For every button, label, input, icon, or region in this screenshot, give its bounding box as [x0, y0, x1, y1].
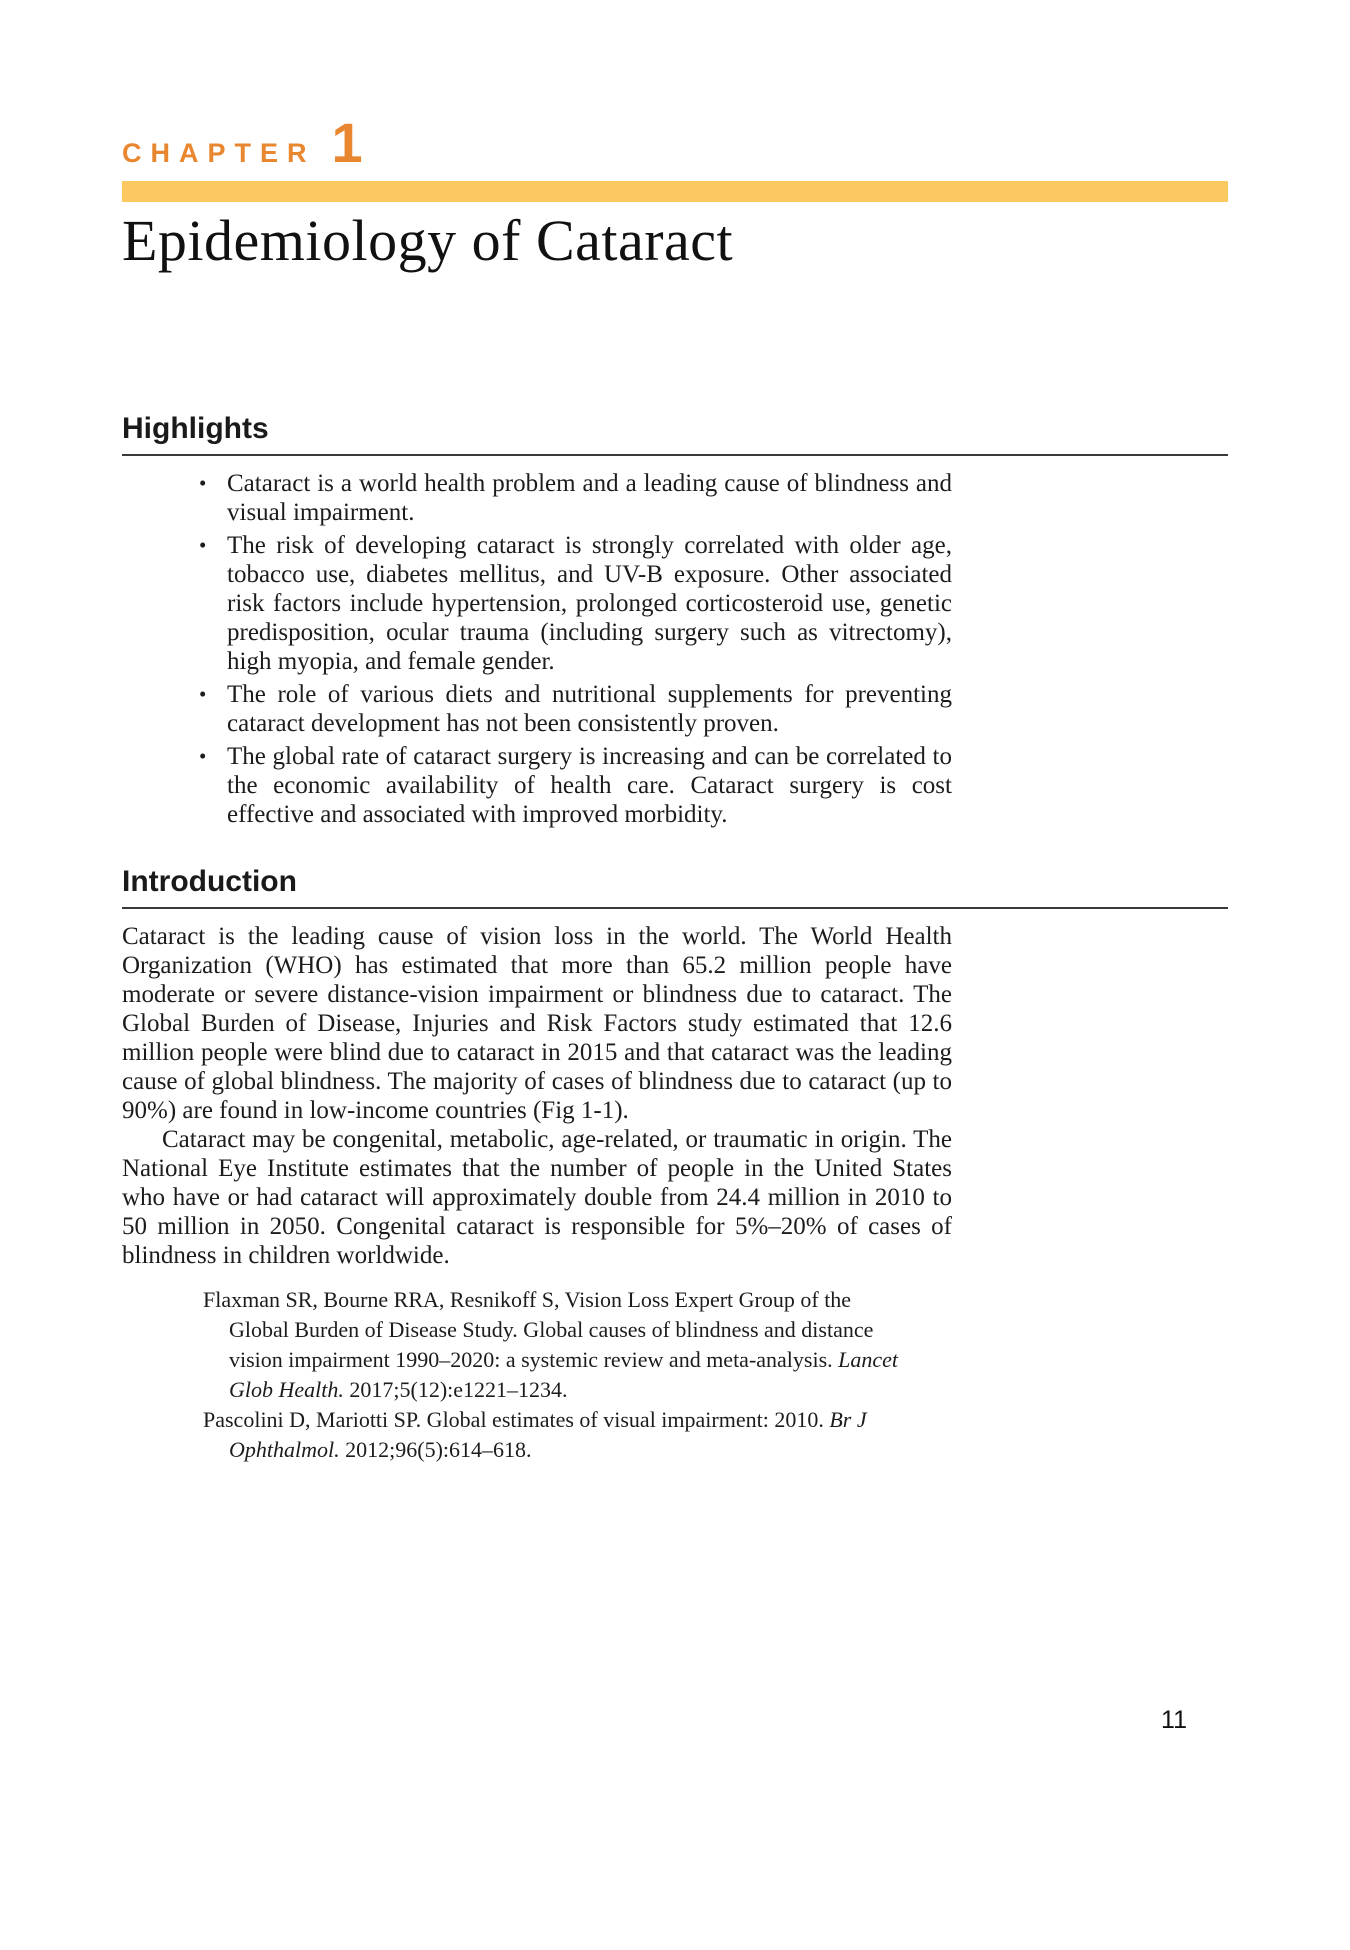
reference-item — [203, 1405, 903, 1465]
reference-journal: Br J Ophthalmol. — [229, 1407, 867, 1462]
highlight-bullet: • The role of various diets and nutritional supplements for preventing cataract development has not been consistently proven. — [227, 680, 952, 738]
highlight-bullet: • Cataract is a world health problem and a leading cause of blindness and visual impairment. — [227, 469, 952, 527]
highlight-bullet: • The global rate of cataract surgery is increasing and can be correlated to the economic availability of health care. Cataract surgery is cost effective and associated with improved morbidity. — [227, 742, 952, 829]
chapter-number: 1 — [331, 111, 363, 174]
chapter-label: CHAPTER — [122, 138, 316, 168]
highlights-section — [122, 412, 1228, 829]
reference-text: 2012;96(5):614–618. — [339, 1437, 532, 1462]
intro-paragraph-2: Cataract may be congenital, metabolic, age-related, or traumatic in origin. The National Eye Institute estimates that the number of people in the United States who have or had cataract will approximately double from 24.4 million in 2010 to 50 million in 2050. Congenital cataract is responsible for 5%–20% of cases of blindness in children worldwide. — [122, 1126, 952, 1269]
introduction-section — [122, 865, 1228, 1465]
reference-item — [203, 1285, 903, 1405]
intro-paragraph-1: Cataract is the leading cause of vision loss in the world. The World Health Organization (WHO) has estimated that more than 65.2 million people have moderate or severe distance-vision impairment or blindness due to cataract. The Global Burden of Disease, Injuries and Risk Factors study estimated that 12.6 million people were blind due to cataract in 2015 and that cataract was the leading cause of global blindness. The majority of cases of blindness due to cataract (up to 90%) are found in low-income countries (Fig 1-1). — [122, 923, 952, 1124]
reference-list — [203, 1285, 903, 1465]
highlights-heading: Highlights — [122, 412, 1228, 456]
introduction-body — [122, 922, 952, 1270]
reference-text: Pascolini D, Mariotti SP. Global estimates of visual impairment: 2010. — [203, 1407, 830, 1432]
highlights-list — [122, 469, 952, 829]
page-number: 11 — [1161, 1706, 1187, 1734]
page-title: Epidemiology of Cataract — [122, 208, 734, 273]
reference-text: Flaxman SR, Bourne RRA, Resnikoff S, Vision Loss Expert Group of the Global Burden of Disease Study. Global causes of blindness and distance vision impairment 1990–2020: a systemic review and meta-analysis. — [203, 1287, 874, 1372]
chapter-accent-bar — [122, 181, 1228, 202]
reference-text: 2017;5(12):e1221–1234. — [343, 1377, 568, 1402]
introduction-heading: Introduction — [122, 865, 1228, 909]
chapter-header — [122, 111, 1228, 174]
highlight-bullet: • The risk of developing cataract is strongly correlated with older age, tobacco use, diabetes mellitus, and UV-B exposure. Other associated risk factors include hypertension, prolonged corticosteroid use, genetic predisposition, ocular trauma (including surgery such as vitrectomy), high myopia, and female gender. — [227, 531, 952, 676]
reference-journal: Lancet Glob Health. — [229, 1347, 899, 1402]
page-content — [122, 0, 1228, 1465]
